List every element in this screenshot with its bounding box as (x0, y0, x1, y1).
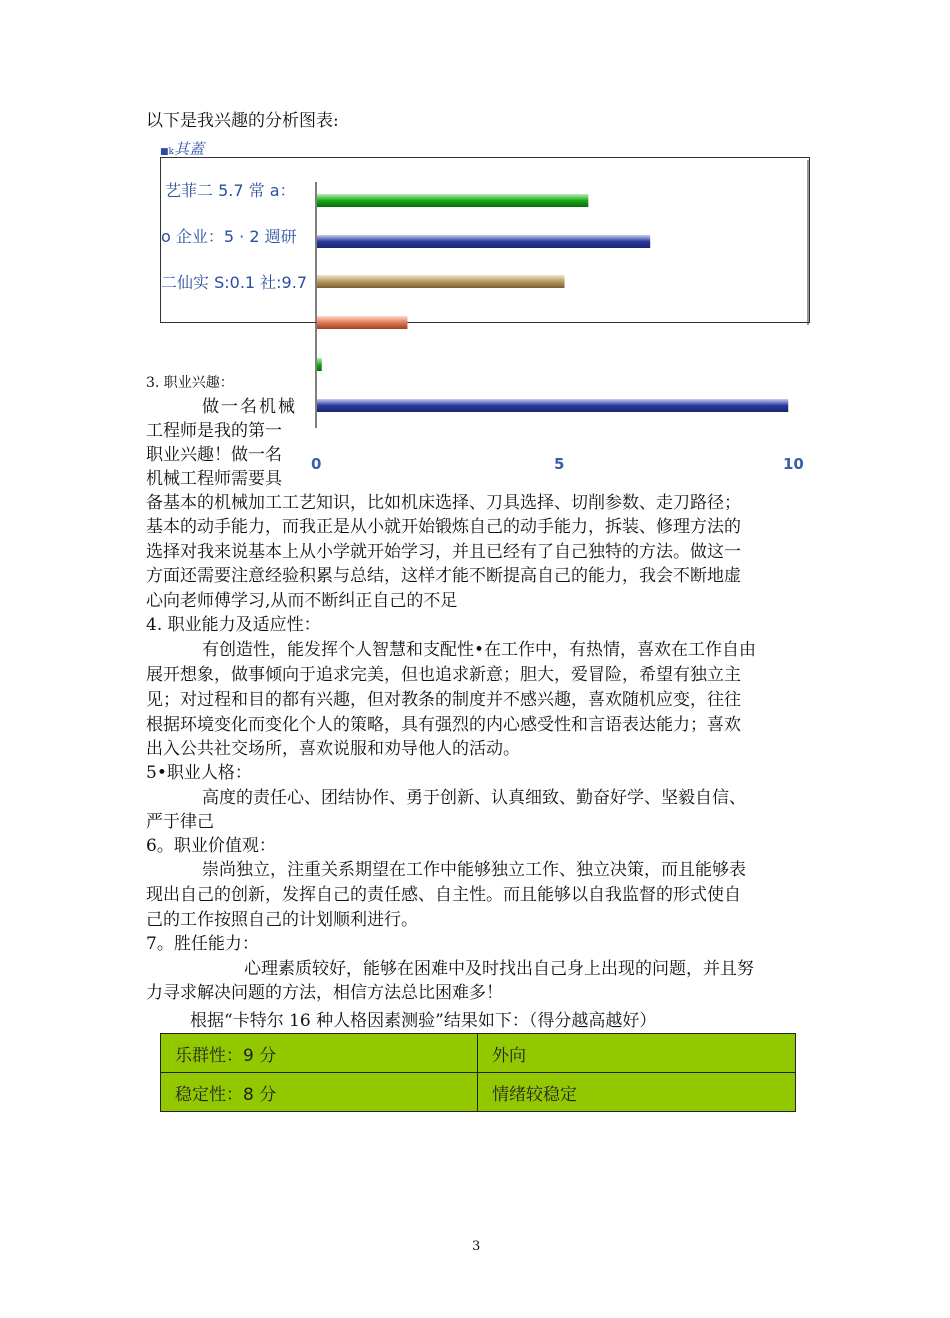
section4-line-2: 展开想象，做事倾向于追求完美，但也追求新意；胆大，爱冒险，希望有独立主 (146, 665, 741, 685)
section7-line-2: 力寻求解决问题的方法，相信方法总比困难多！ (146, 983, 503, 1003)
section7-heading: 7。胜任能力： (146, 934, 259, 954)
section6-line-3: 己的工作按照自己的计划顺利进行。 (146, 910, 418, 930)
section3-line-1: 备基本的机械加工工艺知识，比如机床选择、刀具选择、切削参数、走刀路径； (146, 493, 741, 513)
section3-wrap-line-2: 工程师是我的第一 (146, 421, 282, 441)
bar-5 (317, 358, 322, 371)
legend-label-1: 艺菲二 5.7 常 a： (165, 181, 296, 200)
section6-line-2: 现出自己的创新，发挥自己的责任感、自主性。而且能够以自我监督的形式使自 (146, 885, 741, 905)
desc-cell: 外向 (478, 1034, 796, 1073)
section3-line-3: 选择对我来说基本上从小学就开始学习，并且已经有了自己独特的方法。做这一 (146, 542, 741, 562)
x-tick-0: 0 (311, 455, 322, 473)
section7-line-1: 心理素质较好，能够在困难中及时找出自己身上出现的问题，并且努 (244, 959, 754, 979)
section3-line-5: 心向老师傅学习,从而不断纠正自己的不足 (146, 591, 458, 611)
section3-line-4: 方面还需要注意经验积累与总结，这样才能不断提高自己的能力，我会不断地虚 (146, 566, 741, 586)
section4-heading: 4. 职业能力及适应性： (146, 615, 321, 635)
section5-line-2: 严于律己 (146, 812, 214, 832)
x-tick-5: 5 (554, 455, 565, 473)
section3-heading: 3. 职业兴趣： (146, 375, 234, 391)
section4-line-1: 有创造性，能发挥个人智慧和支配性•在工作中，有热情，喜欢在工作自由 (202, 640, 757, 660)
section6-line-1: 崇尚独立，注重关系期望在工作中能够独立工作、独立决策，而且能够表 (202, 860, 746, 880)
bars-group (317, 194, 788, 412)
section4-line-4: 根据环境变化而变化个人的策略，具有强烈的内心感受性和言语表达能力；喜欢 (146, 715, 741, 735)
section5-heading: 5•职业人格： (146, 763, 252, 783)
bar-3 (317, 275, 565, 288)
section6-heading: 6。职业价值观： (146, 836, 276, 856)
section3-wrap-line-4: 机械工程师需要具 (146, 469, 282, 489)
legend-marker: ■k (160, 147, 174, 157)
table-row (161, 1034, 796, 1073)
x-tick-10: 10 (783, 455, 804, 473)
section3-wrap-line-3: 职业兴趣！做一名 (146, 445, 282, 465)
table-row (161, 1073, 796, 1112)
results-table (160, 1033, 796, 1112)
bar-chart (0, 0, 950, 480)
test-intro: 根据“卡特尔 16 种人格因素测验”结果如下：（得分越高越好） (190, 1011, 657, 1031)
legend-label-3: 二仙实 S:0.1 社:9.7 (161, 273, 308, 292)
bar-4 (317, 316, 407, 329)
bar-2 (317, 235, 650, 248)
intro-text: 以下是我兴趣的分析图表: (146, 111, 339, 131)
legend-label-2: o 企业：5 · 2 週研 (161, 227, 297, 246)
bar-6 (317, 399, 788, 412)
trait-cell: 乐群性：9 分 (161, 1034, 478, 1073)
section3-line-2: 基本的动手能力，而我正是从小就开始锻炼自己的动手能力，拆装、修理方法的 (146, 517, 741, 537)
section4-line-3: 见；对过程和目的都有兴趣，但对教条的制度并不感兴趣，喜欢随机应变，往往 (146, 690, 741, 710)
bar-1 (317, 194, 588, 207)
section4-line-5: 出入公共社交场所，喜欢说服和劝导他人的活动。 (146, 739, 520, 759)
legend-title-text: 其蓋 (173, 140, 204, 158)
desc-cell: 情绪较稳定 (478, 1073, 796, 1112)
trait-cell: 稳定性：8 分 (161, 1073, 478, 1112)
page-number: 3 (472, 1239, 481, 1254)
section5-line-1: 高度的责任心、团结协作、勇于创新、认真细致、勤奋好学、坚毅自信、 (202, 788, 746, 808)
section3-wrap-line-1: 做一名机械 (202, 397, 297, 417)
